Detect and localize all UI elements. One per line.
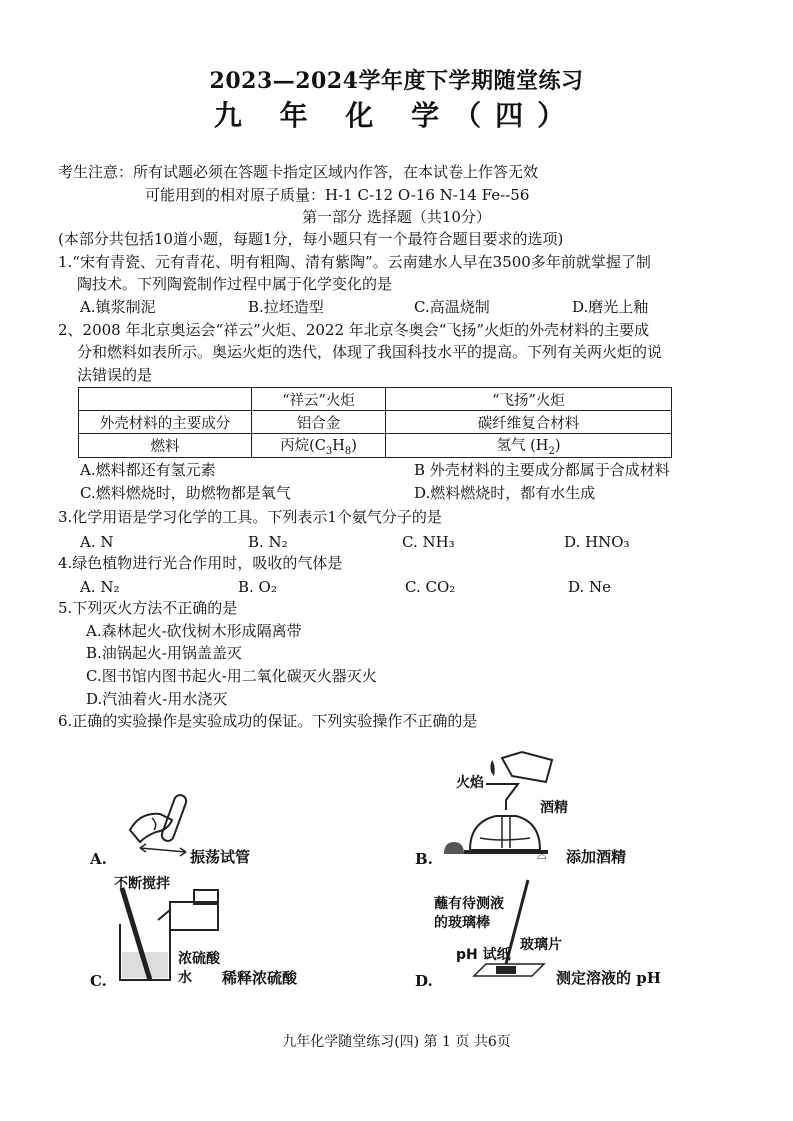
q4-option-c: C. CO₂	[405, 578, 456, 596]
exam-year-title: 2023—2024学年度下学期随堂练习	[209, 68, 584, 94]
q2-option-a: A.燃料都还有氢元素	[80, 461, 216, 479]
page-footer: 九年化学随堂练习(四) 第 1 页 共6页	[282, 1034, 511, 1050]
q1-stem-line2: 陶技术。下列陶瓷制作过程中属于化学变化的是	[77, 275, 393, 293]
table-cell	[79, 388, 252, 411]
q5-option-c: C.图书馆内图书起火-用二氧化碳灭火器灭火	[86, 667, 377, 685]
q3-stem: 3.化学用语是学习化学的工具。下列表示1个氨气分子的是	[58, 508, 442, 526]
table-cell-hydrogen: 氢气 $(H_2)$	[386, 434, 672, 458]
q4-option-d: D. Ne	[568, 578, 612, 596]
label-ph-paper: pH 试纸	[456, 947, 511, 963]
q1-option-d: D.磨光上釉	[572, 298, 649, 316]
table-row	[79, 434, 672, 458]
table-cell: “祥云”火炬	[252, 388, 386, 411]
section-title: 第一部分 选择题（共10分）	[302, 208, 491, 226]
q5-stem: 5.下列灭火方法不正确的是	[58, 599, 238, 617]
q3-option-a: A. N	[80, 533, 114, 551]
q6-caption-d: 测定溶液的 pH	[556, 969, 661, 987]
q5-option-a: A.森林起火-砍伐树木形成隔离带	[86, 622, 302, 640]
label-flame: 火焰	[456, 775, 484, 791]
q3-option-c: C. NH₃	[402, 533, 455, 551]
q6-letter-b: B.	[415, 850, 433, 868]
q4-option-a: A. N₂	[80, 578, 120, 596]
dilute-acid-figure	[110, 880, 230, 990]
q2-stem-line1: 2、2008 年北京奥运会“祥云”火炬、2022 年北京冬奥会“飞扬”火炬的外壳材料的主要成	[58, 321, 650, 339]
table-row	[79, 388, 672, 411]
atomic-mass-line: 可能用到的相对原子质量：H-1 C-12 O-16 N-14 Fe--56	[145, 186, 530, 204]
table-row	[79, 411, 672, 434]
q2-option-b: B 外壳材料的主要成分都属于合成材料	[414, 461, 670, 479]
q3-option-d: D. HNO₃	[564, 533, 630, 551]
q1-option-c: C.高温烧制	[414, 298, 490, 316]
q1-option-a: A.镇浆制泥	[80, 298, 156, 316]
table-cell: “飞扬”火炬	[386, 388, 672, 411]
q6-caption-b: 添加酒精	[566, 848, 627, 866]
q3-option-b: B. N₂	[248, 533, 288, 551]
q2-stem-line3: 法错误的是	[77, 366, 153, 384]
label-rod-line1: 蘸有待测液	[434, 896, 504, 912]
q6-letter-a: A.	[90, 850, 107, 868]
q6-caption-c: 稀释浓硫酸	[222, 969, 298, 987]
label-rod-line2: 的玻璃棒	[434, 915, 490, 931]
label-glass-slide: 玻璃片	[520, 937, 562, 953]
label-alcohol: 酒精	[540, 800, 568, 816]
q4-stem: 4.绿色植物进行光合作用时，吸收的气体是	[58, 554, 343, 572]
label-stir: 不断搅拌	[114, 876, 170, 892]
q6-letter-c: C.	[90, 972, 107, 990]
q2-option-d: D.燃料燃烧时，都有水生成	[414, 484, 596, 502]
exam-subject-title: 九 年 化 学（四）	[213, 99, 580, 132]
instructions: (本部分共包括10道小题，每题1分，每小题只有一个最符合题目要求的选项)	[58, 230, 564, 248]
table-cell-propane: 丙烷$(C_3H_8)$	[252, 434, 386, 458]
table-cell: 铝合金	[252, 411, 386, 434]
q5-option-d: D.汽油着火-用水浇灭	[86, 690, 228, 708]
q5-option-b: B.油锅起火-用锅盖盖灭	[86, 644, 242, 662]
q1-stem-line1: 1.“宋有青瓷、元有青花、明有粗陶、清有紫陶”。云南建水人早在3500多年前就掌握了制	[58, 253, 651, 271]
torch-table	[78, 387, 672, 458]
label-water: 水	[178, 970, 192, 986]
q6-stem: 6.正确的实验操作是实验成功的保证。下列实验操作不正确的是	[58, 712, 478, 730]
q4-option-b: B. O₂	[238, 578, 277, 596]
q1-option-b: B.拉坯造型	[248, 298, 324, 316]
table-cell: 燃料	[79, 434, 252, 458]
q6-letter-d: D.	[415, 972, 433, 990]
q6-caption-a: 振荡试管	[190, 848, 251, 866]
table-cell: 外壳材料的主要成分	[79, 411, 252, 434]
q2-option-c: C.燃料燃烧时，助燃物都是氧气	[80, 484, 291, 502]
notice-line: 考生注意：所有试题必须在答题卡指定区域内作答，在本试卷上作答无效	[58, 163, 539, 181]
cap-icon: ⌓	[537, 848, 547, 862]
q2-stem-line2: 分和燃料如表所示。奥运火炬的迭代，体现了我国科技水平的提高。下列有关两火炬的说	[77, 343, 663, 361]
label-acid: 浓硫酸	[178, 951, 220, 967]
table-cell: 碳纤维复合材料	[386, 411, 672, 434]
